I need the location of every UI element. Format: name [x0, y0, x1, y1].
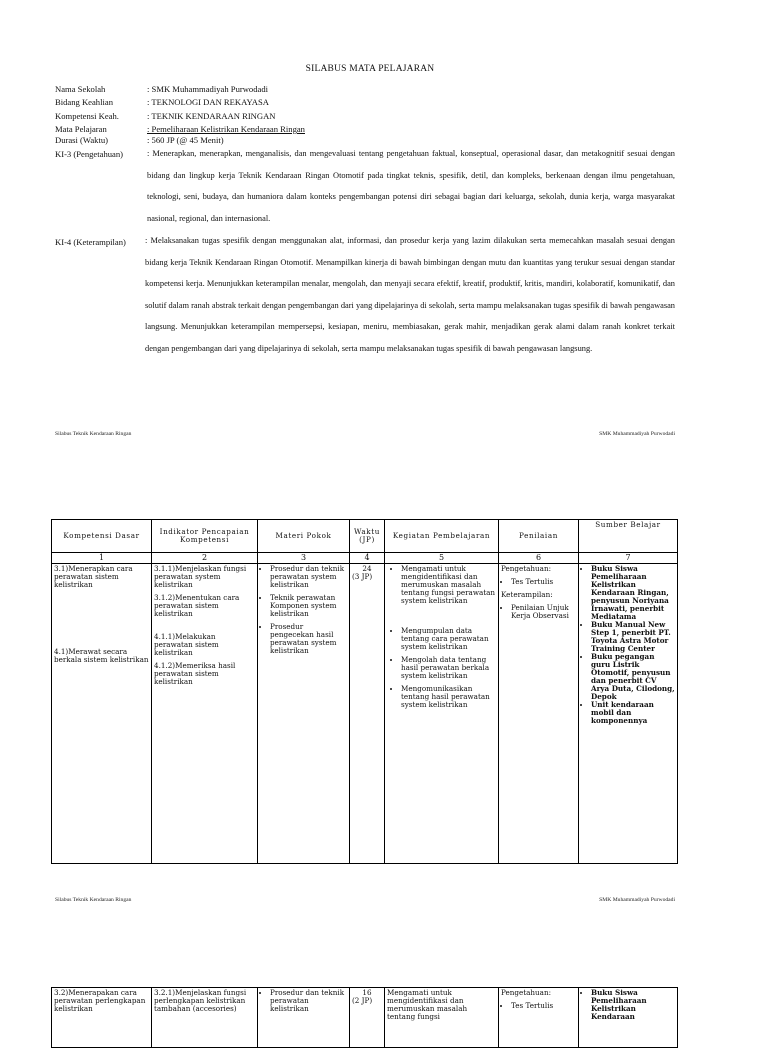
column-number: 6 — [499, 553, 579, 564]
activity-cell: Mengamati untuk mengidentifikasi dan merumuskan masalah tentang fungsi — [385, 988, 499, 1048]
footer-left: Silabus Teknik Kendaraan Ringan — [55, 431, 132, 437]
material-cell — [258, 564, 350, 864]
column-header: Kegiatan Pembelajaran — [385, 520, 499, 553]
column-number-row — [52, 553, 678, 564]
kd-cell: 3.2)Menerapakan cara perawatan perlengkapan kelistrikan — [52, 988, 152, 1048]
source-item: • Buku Siswa Pemeliharaan Kelistrikan Kendaraan Ringan, penyusun Noriyana Irnawati, penerbit Mediatama — [591, 565, 675, 621]
indicator-item: 4.1.2)Memeriksa hasil perawatan sistem kelistrikan — [154, 661, 236, 686]
info-label: Bidang Keahlian — [55, 97, 113, 107]
assessment-item: • Tes Tertulis — [511, 578, 576, 586]
info-value: : TEKNIK KENDARAAN RINGAN — [147, 111, 276, 121]
column-number: 4 — [350, 553, 385, 564]
material-item: • Teknik perawatan Komponen system kelistrikan — [270, 594, 347, 618]
assessment-cell — [499, 564, 579, 864]
page-title: SILABUS MATA PELAJARAN — [305, 64, 435, 74]
activity-cell — [385, 564, 499, 864]
footer-right: SMK Muhammadiyah Purwodadi — [599, 431, 675, 437]
material-item: • Prosedur pengecekan hasil perawatan system kelistrikan — [270, 623, 347, 655]
source-cell — [579, 564, 678, 864]
column-header: Sumber Belajar — [579, 520, 678, 553]
column-header: Waktu (JP) — [350, 520, 385, 553]
table-row — [52, 988, 678, 1048]
indicator-cell: 3.2.1)Menjelaskan fungsi perlengkapan kelistrikan tambahan (accesories) — [152, 988, 258, 1048]
activity-item: • Mengomunikasikan tentang hasil perawatan system kelistrikan — [401, 685, 496, 709]
info-label: Kompetensi Keah. — [55, 111, 119, 121]
syllabus-table — [51, 519, 678, 864]
assessment-cell — [499, 988, 579, 1048]
source-item: • Buku pegangan guru Listrik Otomotif, penyusun dan penerbit CV Arya Duta, Cilodong, Depok — [591, 653, 675, 701]
ki3-label: KI-3 (Pengetahuan) — [55, 149, 124, 159]
table-row — [52, 564, 678, 864]
source-cell — [579, 988, 678, 1048]
indicator-item: 4.1.1)Melakukan perawatan sistem kelistrikan — [154, 632, 219, 657]
time-unit: (3 JP) — [352, 572, 373, 581]
info-label: Durasi (Waktu) — [55, 135, 109, 145]
column-number: 7 — [579, 553, 678, 564]
column-number: 1 — [52, 553, 152, 564]
kd-cell — [52, 564, 152, 864]
column-number: 2 — [152, 553, 258, 564]
column-number: 3 — [258, 553, 350, 564]
info-label: Nama Sekolah — [55, 84, 106, 94]
source-item: • Buku Siswa Pemeliharaan Kelistrikan Kendaraan — [591, 989, 675, 1021]
footer-right: SMK Muhammadiyah Purwodadi — [599, 897, 675, 903]
assessment-label: Pengetahuan: — [501, 564, 552, 573]
footer-left: Silabus Teknik Kendaraan Ringan — [55, 897, 132, 903]
indicator-item: 3.1.2)Menentukan cara perawatan sistem kelistrikan — [154, 593, 240, 618]
assessment-item: • Penilaian Unjuk Kerja Observasi — [511, 604, 576, 620]
column-number: 5 — [385, 553, 499, 564]
material-item: • Prosedur dan teknik perawatan system kelistrikan — [270, 565, 347, 589]
ki3-text: : Menerapkan, menerapkan, menganalisis, dan mengevaluasi tentang pengetahuan faktual, konseptual, operasional dasar, dan metakognitif sesuai dengan bidang dan lingkup kerja Teknik Kendaraan Ringan Otomotif pada tingkat teknis, spesifik, detil, dan kompleks, berkenaan dengan ilmu pengetahuan, teknologi, seni, budaya, dan humaniora dalam konteks pengembangan potensi diri sebagai bagian dari keluarga, sekolah, dunia kerja, warga masyarakat nasional, regional, dan internasional. — [147, 149, 675, 223]
kd-item: 4.1)Merawat secara berkala sistem kelistrikan — [54, 647, 149, 664]
time-value: 24 — [362, 564, 372, 573]
column-header: Kompetensi Dasar — [52, 520, 152, 553]
syllabus-table-continued — [51, 987, 678, 1048]
info-value: : TEKNOLOGI DAN REKAYASA — [147, 97, 269, 107]
column-header: Penilaian — [499, 520, 579, 553]
source-item: • Unit kendaraan mobil dan komponennya — [591, 701, 675, 725]
time-cell — [350, 988, 385, 1048]
activity-item: • Mengamati untuk mengidentifikasi dan merumuskan masalah tentang fungsi perawatan system kelistrikan — [401, 565, 496, 605]
activity-item: • Mengolah data tentang hasil perawatan berkala system kelistrikan — [401, 656, 496, 680]
time-unit: (2 JP) — [352, 996, 373, 1005]
ki4-text: : Melaksanakan tugas spesifik dengan menggunakan alat, informasi, dan prosedur kerja yang lazim dilakukan serta memecahkan masalah sesuai dengan bidang kerja Teknik Kendaraan Ringan Otomotif. Menampilkan kinerja di bawah bimbingan dengan mutu dan kuantitas yang terukur sesuai dengan standar kompetensi kerja. Menunjukkan keterampilan menalar, mengolah, dan menyaji secara efektif, kreatif, produktif, kritis, mandiri, kolaboratif, komunikatif, dan solutif dalam ranah abstrak terkait dengan pengembangan dari yang dipelajarinya di sekolah, serta mampu melaksanakan tugas spesifik di bawah pengawasan langsung. Menunjukkan keterampilan mempersepsi, kesiapan, meniru, membiasakan, gerak mahir, menjadikan gerak alami dalam ranah konkret terkait dengan pengembangan dari yang dipelajarinya di sekolah, serta mampu melaksanakan tugas spesifik di bawah pengawasan langsung. — [145, 236, 675, 353]
info-value: : SMK Muhammadiyah Purwodadi — [147, 84, 269, 94]
ki4-label: KI-4 (Keterampilan) — [55, 237, 126, 247]
info-value: : 560 JP (@ 45 Menit) — [147, 135, 224, 145]
time-cell — [350, 564, 385, 864]
info-label: Mata Pelajaran — [55, 124, 107, 134]
column-header: Materi Pokok — [258, 520, 350, 553]
time-value: 16 — [362, 988, 372, 997]
material-cell — [258, 988, 350, 1048]
column-header: Indikator Pencapaian Kompetensi — [152, 520, 258, 553]
assessment-label: Keterampilan: — [501, 590, 553, 599]
info-value: : Pemeliharaan Kelistrikan Kendaraan Ringan — [147, 124, 305, 134]
material-item: • Prosedur dan teknik perawatan kelistrikan — [270, 989, 347, 1013]
assessment-label: Pengetahuan: — [501, 988, 552, 997]
assessment-item: • Tes Tertulis — [511, 1002, 576, 1010]
indicator-item: 3.1.1)Menjelaskan fungsi perawatan system kelistrikan — [154, 564, 247, 589]
activity-item: • Mengumpulan data tentang cara perawatan system kelistrikan — [401, 627, 496, 651]
source-item: • Buku Manual New Step 1, penerbit PT. Toyota Astra Motor Training Center — [591, 621, 675, 653]
kd-item: 3.1)Menerapkan cara perawatan sistem kelistrikan — [54, 564, 133, 589]
table-header-row — [52, 520, 678, 553]
indicator-cell — [152, 564, 258, 864]
